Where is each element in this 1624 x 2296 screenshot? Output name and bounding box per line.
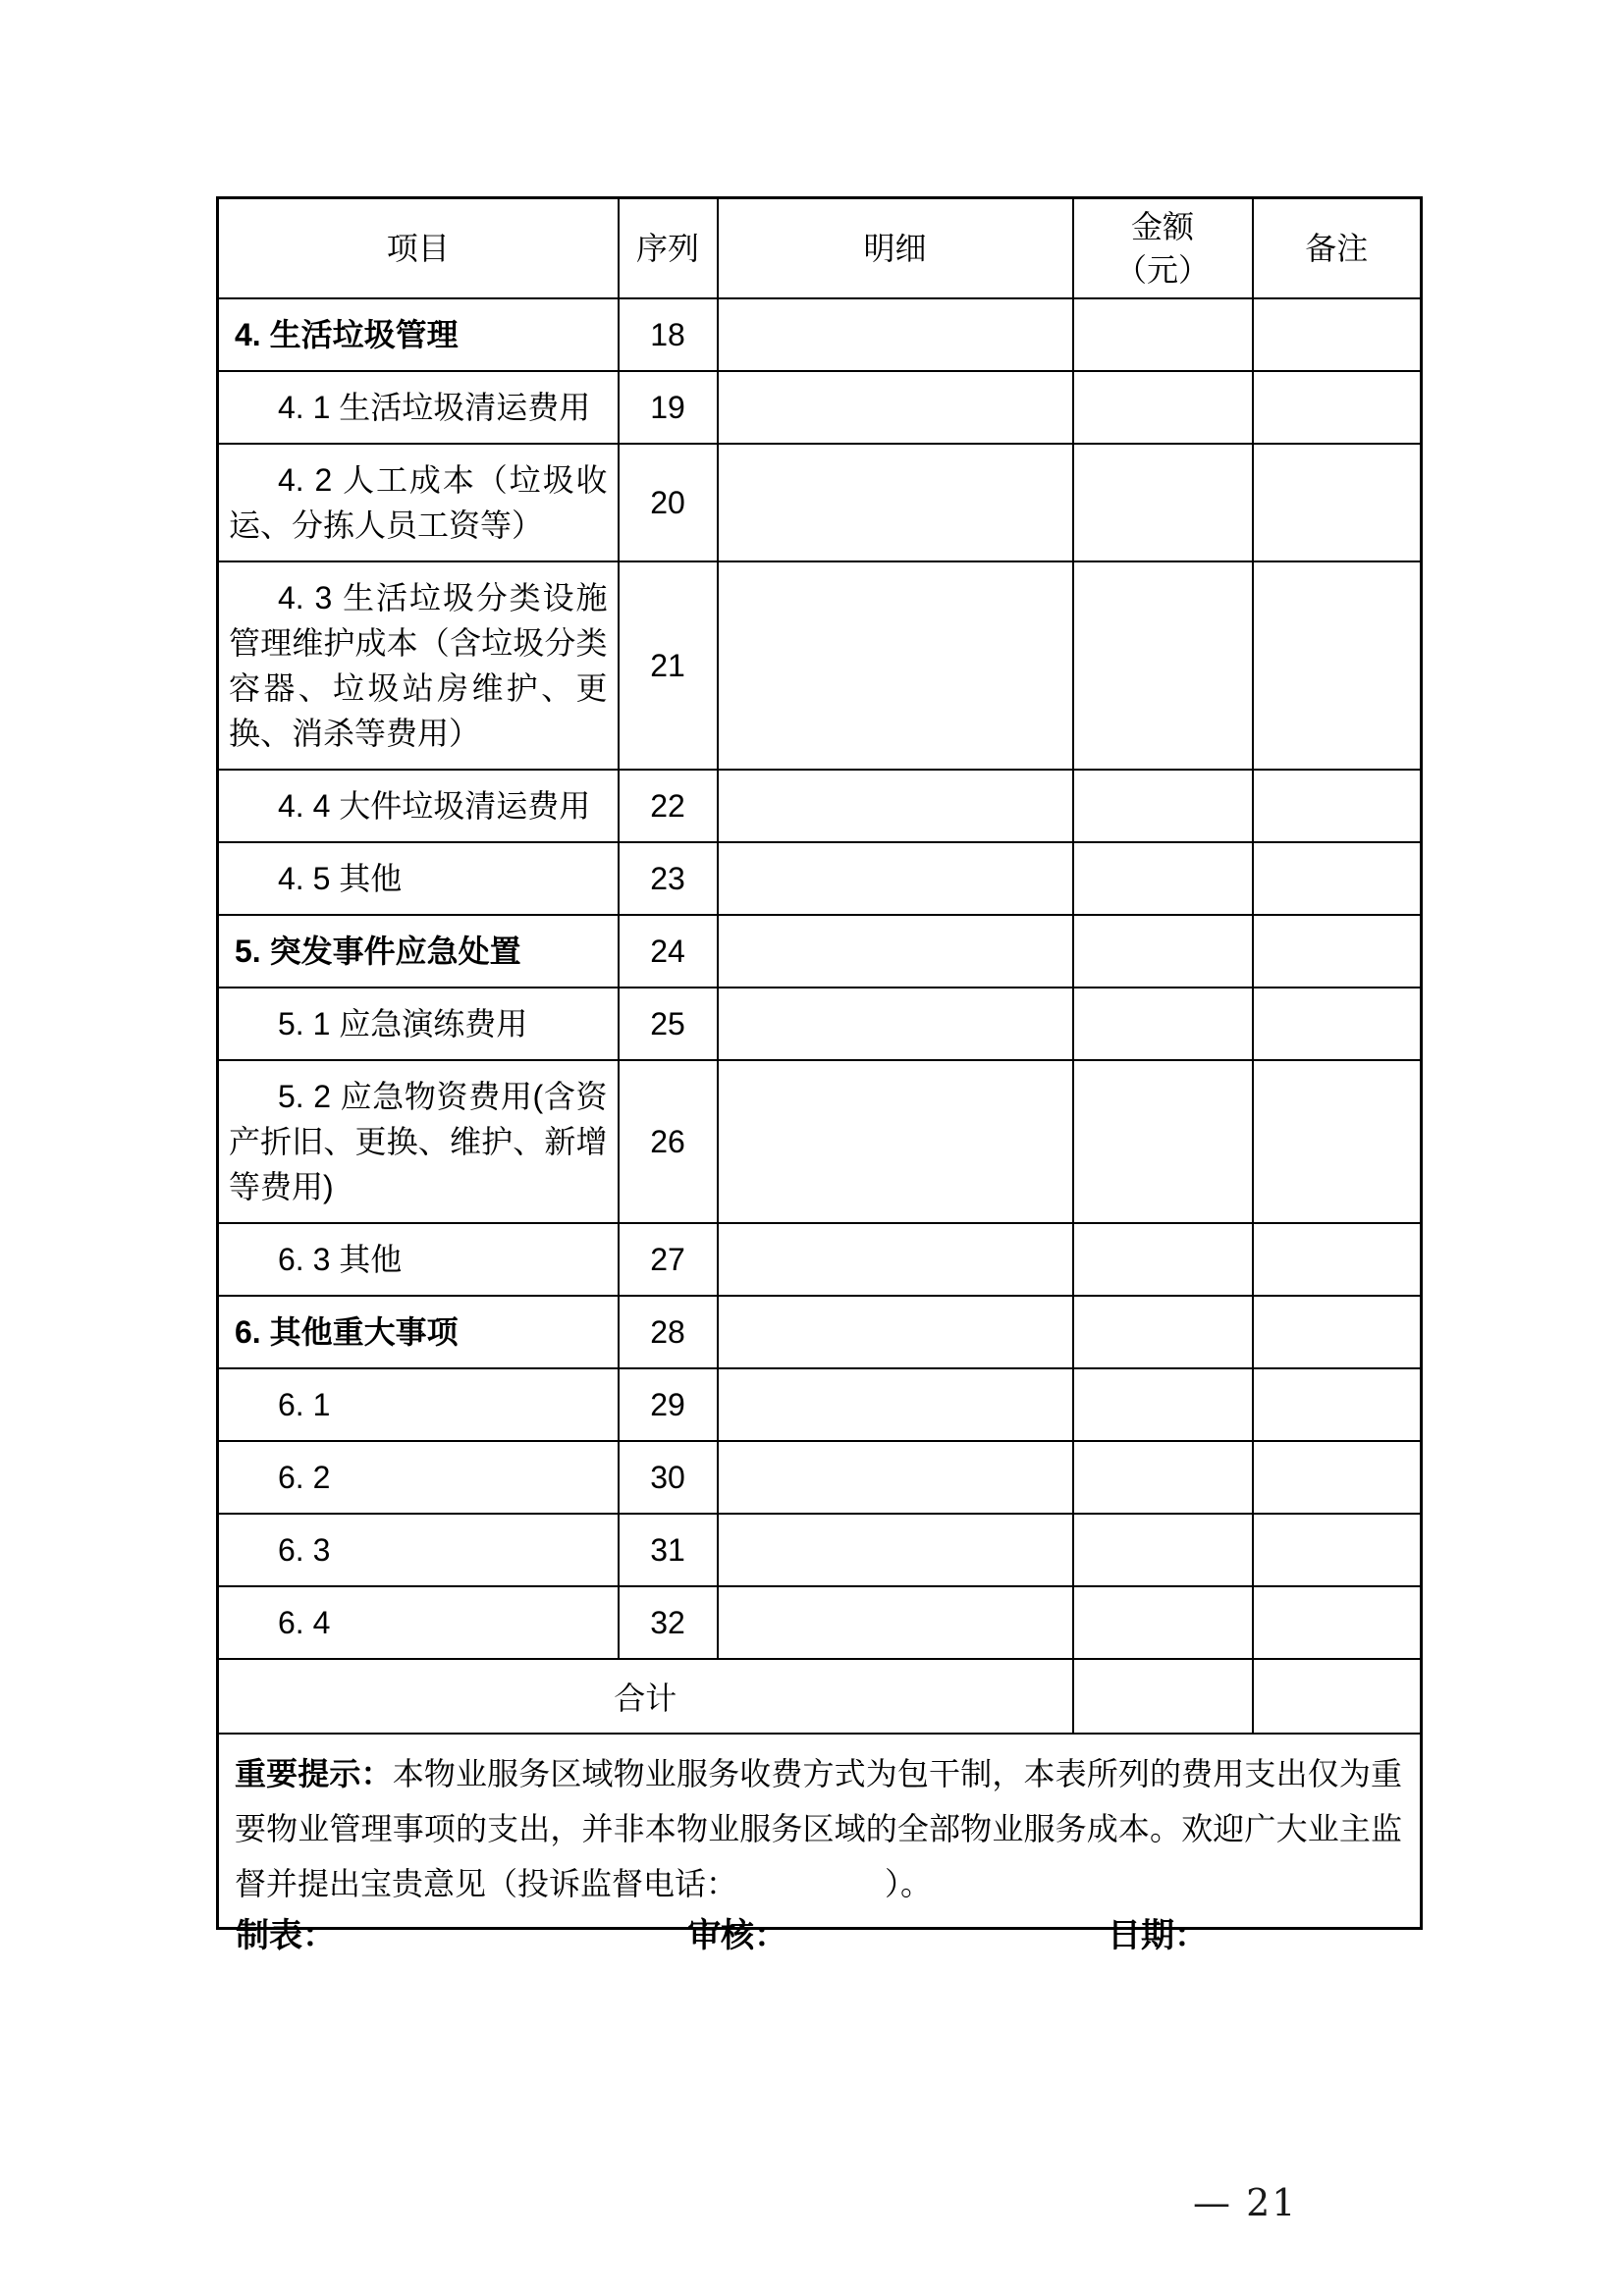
remark-cell (1253, 298, 1422, 371)
table-row (218, 561, 1422, 770)
remark-cell (1253, 561, 1422, 770)
amount-cell (1073, 1441, 1253, 1514)
amount-cell (1073, 298, 1253, 371)
remark-cell (1253, 988, 1422, 1060)
sequence-cell: 27 (619, 1223, 718, 1296)
table-row (218, 1296, 1422, 1368)
sequence-cell: 20 (619, 444, 718, 561)
table-row (218, 444, 1422, 561)
amount-cell (1073, 1296, 1253, 1368)
note-row (218, 1734, 1422, 1929)
maker-label: 制表： (236, 1917, 336, 1954)
remark-cell (1253, 1514, 1422, 1586)
amount-header-line2: （元） (1114, 252, 1210, 288)
table-row (218, 770, 1422, 842)
item-cell: 6. 3 其他 (218, 1223, 619, 1296)
remark-cell (1253, 444, 1422, 561)
sequence-cell: 23 (619, 842, 718, 915)
date-label: 日期： (1108, 1917, 1208, 1954)
remark-cell (1253, 1223, 1422, 1296)
total-row (218, 1659, 1422, 1734)
remark-cell (1253, 1368, 1422, 1441)
item-cell: 4. 1 生活垃圾清运费用 (218, 371, 619, 444)
amount-cell (1073, 1060, 1253, 1223)
amount-header-line1: 金额 (1130, 209, 1194, 244)
detail-cell (718, 915, 1073, 988)
sequence-cell: 18 (619, 298, 718, 371)
col-header-remark: 备注 (1253, 198, 1422, 299)
item-cell: 4. 生活垃圾管理 (218, 298, 619, 371)
item-cell: 6. 2 (218, 1441, 619, 1514)
table-row (218, 1060, 1422, 1223)
page-number: — 21 (1193, 2181, 1298, 2224)
reviewer-label: 审核： (687, 1917, 787, 1954)
remark-cell (1253, 842, 1422, 915)
sequence-cell: 22 (619, 770, 718, 842)
table-header (218, 198, 1422, 299)
note-cell (218, 1734, 1422, 1929)
sequence-cell: 30 (619, 1441, 718, 1514)
item-cell: 6. 3 (218, 1514, 619, 1586)
sequence-cell: 32 (619, 1586, 718, 1659)
detail-cell (718, 988, 1073, 1060)
item-cell: 4. 3 生活垃圾分类设施管理维护成本（含垃圾分类容器、垃圾站房维护、更换、消杀等费用） (218, 561, 619, 770)
sequence-cell: 24 (619, 915, 718, 988)
table-footer-body (218, 1659, 1422, 1929)
amount-cell (1073, 915, 1253, 988)
detail-cell (718, 1368, 1073, 1441)
table-row (218, 1368, 1422, 1441)
col-header-amount (1073, 198, 1253, 299)
item-cell: 6. 4 (218, 1586, 619, 1659)
detail-cell (718, 1586, 1073, 1659)
item-cell: 4. 4 大件垃圾清运费用 (218, 770, 619, 842)
sequence-cell: 25 (619, 988, 718, 1060)
note-body: 本物业服务区域物业服务收费方式为包干制，本表所列的费用支出仅为重要物业管理事项的支出，并非本物业服务区域的全部物业服务成本。欢迎广大业主监督并提出宝贵意见（投诉监督电话： (235, 1756, 1402, 1901)
item-cell: 5. 1 应急演练费用 (218, 988, 619, 1060)
amount-cell (1073, 1514, 1253, 1586)
remark-cell (1253, 1060, 1422, 1223)
table-row (218, 842, 1422, 915)
detail-cell (718, 1296, 1073, 1368)
col-header-detail: 明细 (718, 198, 1073, 299)
item-cell: 6. 1 (218, 1368, 619, 1441)
item-cell: 6. 其他重大事项 (218, 1296, 619, 1368)
table-row (218, 1586, 1422, 1659)
detail-cell (718, 1060, 1073, 1223)
total-remark-cell (1253, 1659, 1422, 1734)
total-amount-cell (1073, 1659, 1253, 1734)
table-row (218, 1514, 1422, 1586)
table-row (218, 298, 1422, 371)
sequence-cell: 31 (619, 1514, 718, 1586)
remark-cell (1253, 1296, 1422, 1368)
note-prefix: 重要提示： (235, 1756, 393, 1791)
remark-cell (1253, 915, 1422, 988)
amount-cell (1073, 444, 1253, 561)
detail-cell (718, 1223, 1073, 1296)
expense-table (216, 196, 1423, 1930)
sequence-cell: 19 (619, 371, 718, 444)
sequence-cell: 26 (619, 1060, 718, 1223)
sequence-cell: 29 (619, 1368, 718, 1441)
detail-cell (718, 298, 1073, 371)
remark-cell (1253, 1586, 1422, 1659)
signature-line (0, 1908, 1624, 1957)
amount-cell (1073, 988, 1253, 1060)
amount-cell (1073, 1223, 1253, 1296)
table-row (218, 988, 1422, 1060)
amount-cell (1073, 561, 1253, 770)
remark-cell (1253, 371, 1422, 444)
item-cell: 4. 2 人工成本（垃圾收运、分拣人员工资等） (218, 444, 619, 561)
sequence-cell: 21 (619, 561, 718, 770)
header-row (218, 198, 1422, 299)
detail-cell (718, 444, 1073, 561)
amount-cell (1073, 371, 1253, 444)
item-cell: 4. 5 其他 (218, 842, 619, 915)
total-label-cell: 合计 (218, 1659, 1073, 1734)
item-cell: 5. 2 应急物资费用(含资产折旧、更换、维护、新增等费用) (218, 1060, 619, 1223)
table-row (218, 1223, 1422, 1296)
detail-cell (718, 1514, 1073, 1586)
item-cell: 5. 突发事件应急处置 (218, 915, 619, 988)
amount-cell (1073, 1368, 1253, 1441)
table-row (218, 1441, 1422, 1514)
table-row (218, 371, 1422, 444)
note-suffix: ）。 (885, 1866, 933, 1901)
col-header-seq: 序列 (619, 198, 718, 299)
detail-cell (718, 561, 1073, 770)
detail-cell (718, 1441, 1073, 1514)
table-body (218, 298, 1422, 1659)
remark-cell (1253, 770, 1422, 842)
remark-cell (1253, 1441, 1422, 1514)
detail-cell (718, 770, 1073, 842)
col-header-item: 项目 (218, 198, 619, 299)
amount-cell (1073, 770, 1253, 842)
detail-cell (718, 371, 1073, 444)
sequence-cell: 28 (619, 1296, 718, 1368)
amount-cell (1073, 1586, 1253, 1659)
amount-cell (1073, 842, 1253, 915)
detail-cell (718, 842, 1073, 915)
table-row (218, 915, 1422, 988)
